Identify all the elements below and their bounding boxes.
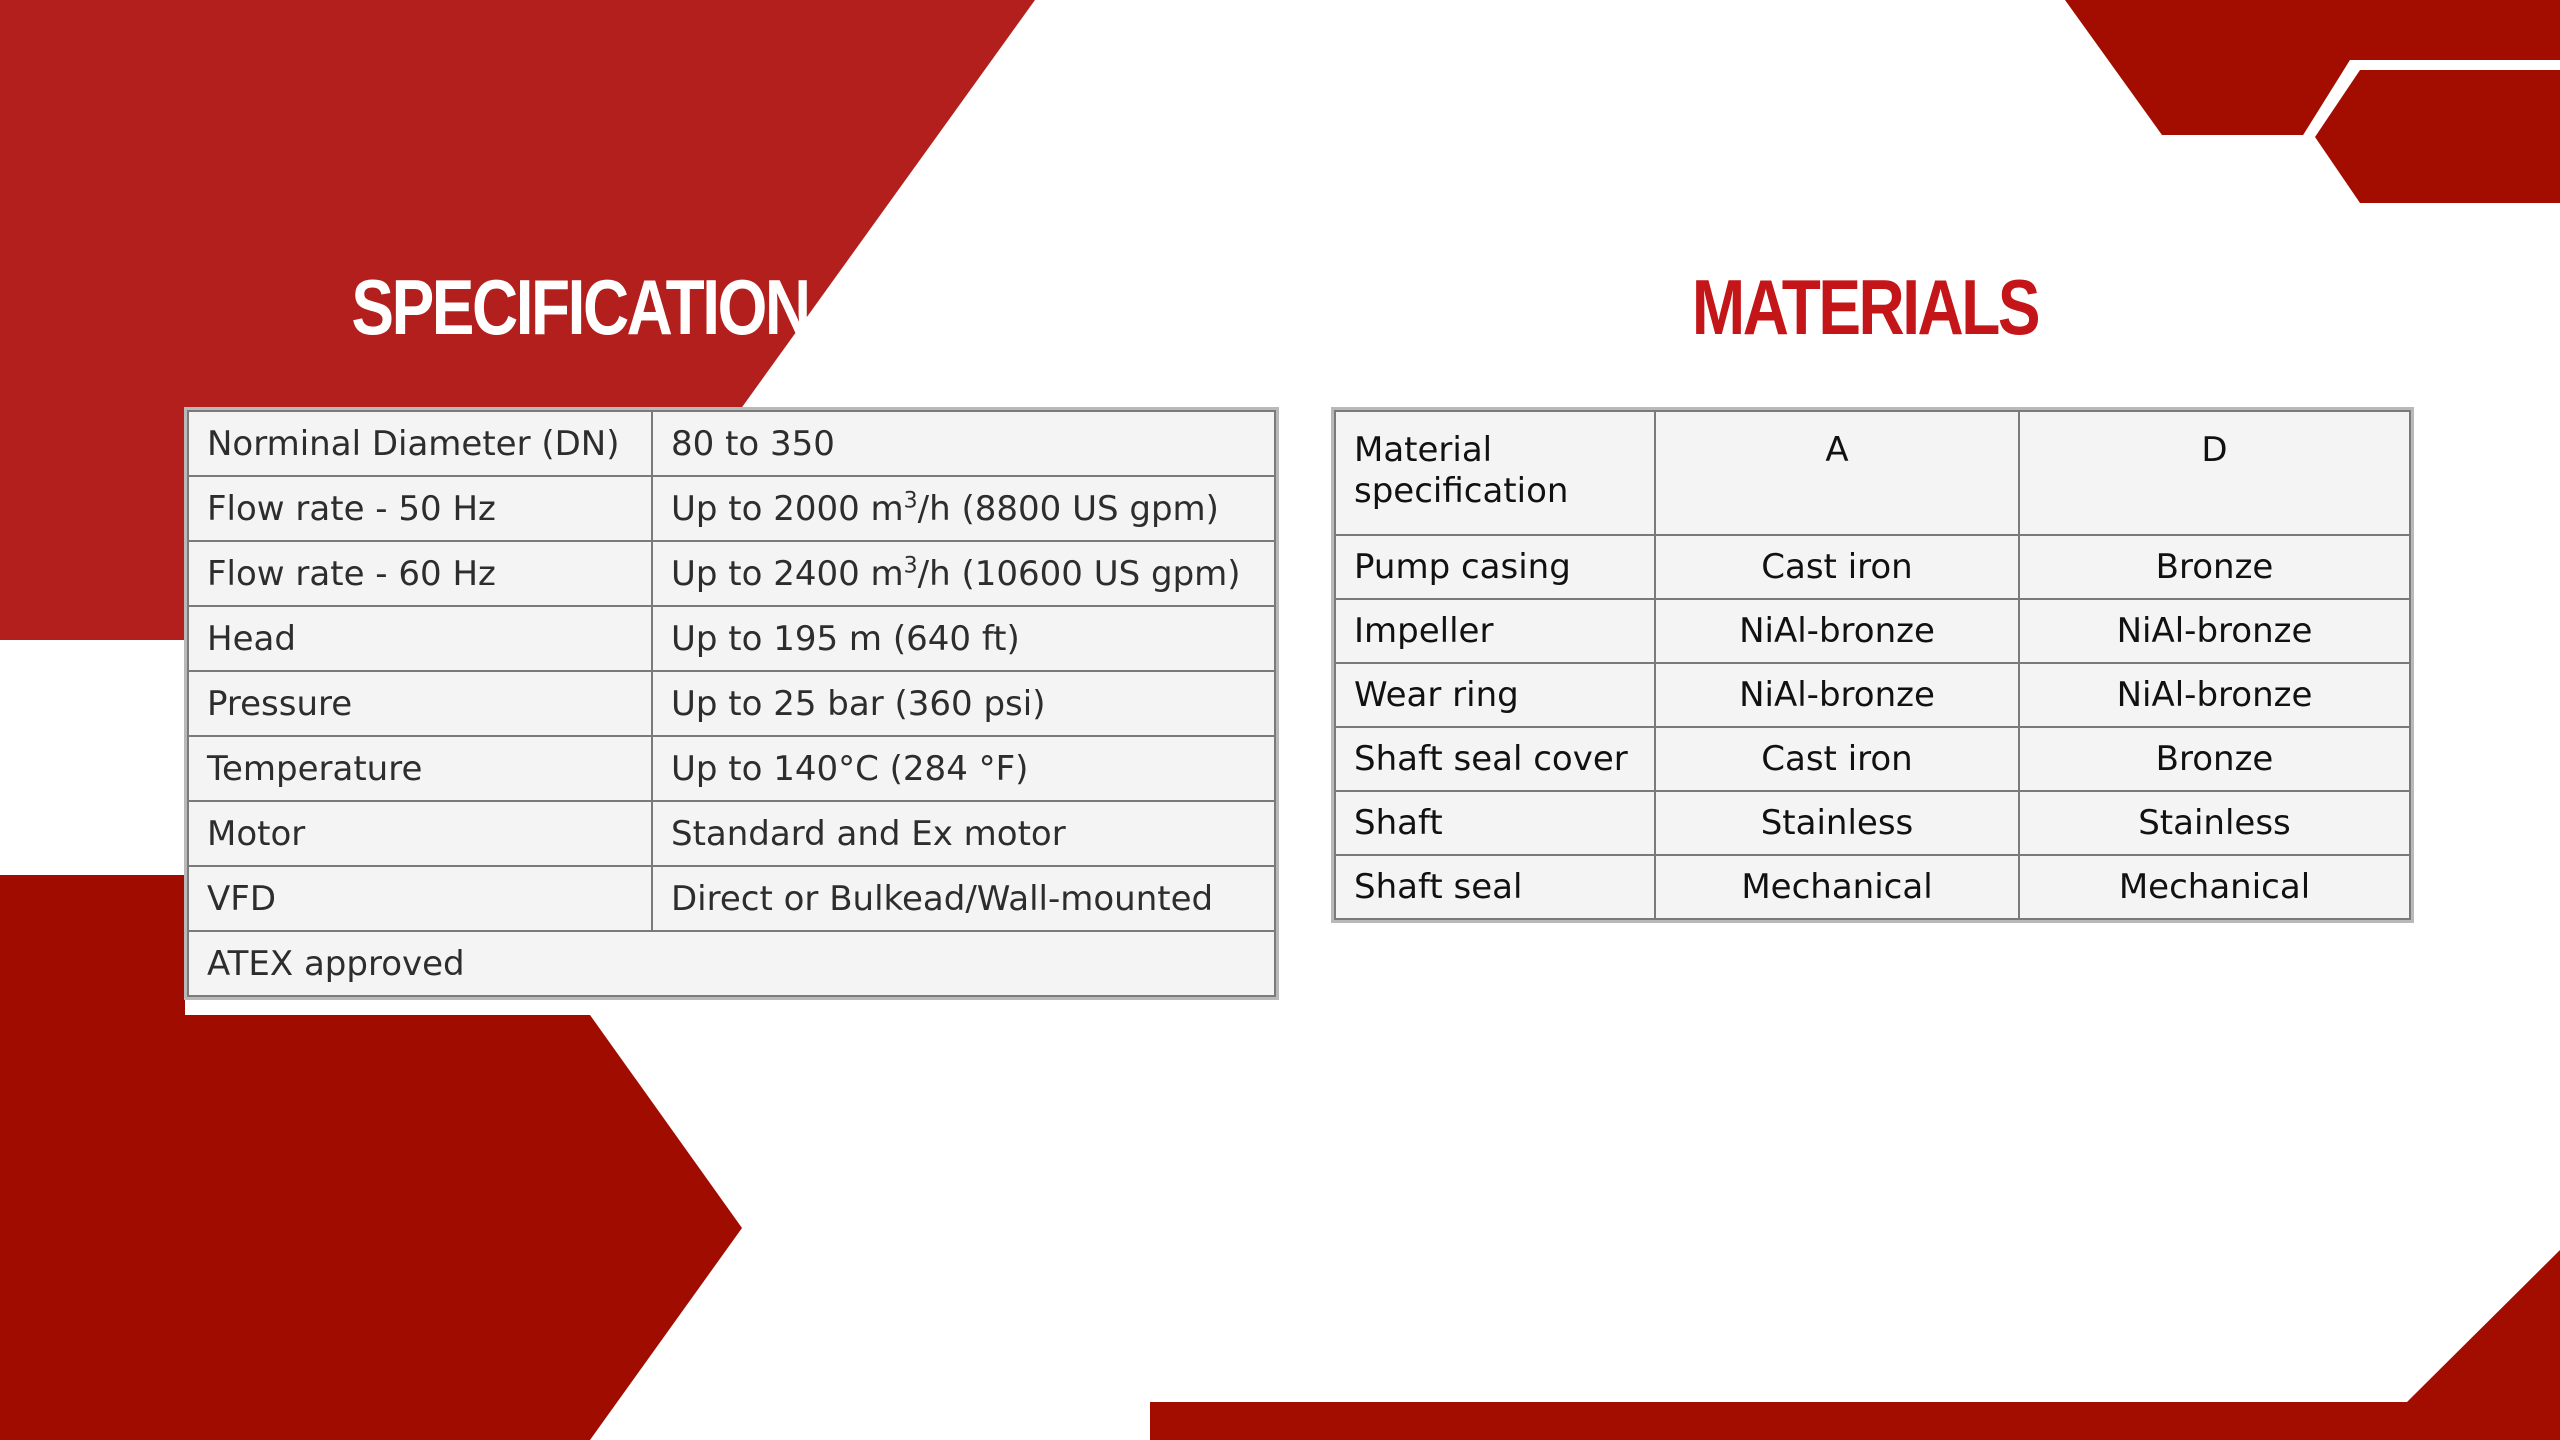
material-d: Bronze — [2019, 727, 2410, 791]
header-col-a: A — [1655, 411, 2019, 535]
material-part: Shaft — [1335, 791, 1655, 855]
material-a: NiAl-bronze — [1655, 599, 2019, 663]
superscript: 3 — [903, 553, 918, 579]
table-row — [1335, 535, 2410, 599]
table-row — [188, 671, 1275, 736]
material-d: Mechanical — [2019, 855, 2410, 919]
spec-label: Pressure — [188, 671, 652, 736]
materials-title: MATERIALS — [1691, 263, 2039, 351]
red-shape-right-hexagon — [2315, 70, 2560, 203]
table-row — [188, 541, 1275, 606]
spec-footer: ATEX approved — [188, 931, 1275, 996]
spec-value — [652, 476, 1275, 541]
specification-title: SPECIFICATION — [351, 263, 809, 351]
spec-value-text: /h (10600 US gpm) — [917, 553, 1241, 594]
table-row — [1335, 855, 2410, 919]
material-d: Stainless — [2019, 791, 2410, 855]
material-part: Shaft seal — [1335, 855, 1655, 919]
table-row — [1335, 599, 2410, 663]
spec-value: 80 to 350 — [652, 411, 1275, 476]
table-row — [188, 606, 1275, 671]
table-row — [188, 736, 1275, 801]
red-shape-bottom-right — [1150, 1250, 2560, 1440]
material-part: Pump casing — [1335, 535, 1655, 599]
material-d: NiAl-bronze — [2019, 663, 2410, 727]
spec-value: Standard and Ex motor — [652, 801, 1275, 866]
table-row — [188, 411, 1275, 476]
spec-value: Up to 25 bar (360 psi) — [652, 671, 1275, 736]
material-d: NiAl-bronze — [2019, 599, 2410, 663]
material-a: Cast iron — [1655, 535, 2019, 599]
spec-value-text: Up to 2400 m — [671, 553, 904, 594]
spec-value-text: /h (8800 US gpm) — [917, 488, 1219, 529]
spec-value — [652, 541, 1275, 606]
material-d: Bronze — [2019, 535, 2410, 599]
materials-table — [1334, 410, 2411, 920]
spec-label: Norminal Diameter (DN) — [188, 411, 652, 476]
spec-label: Flow rate - 60 Hz — [188, 541, 652, 606]
material-part: Shaft seal cover — [1335, 727, 1655, 791]
table-row — [1335, 791, 2410, 855]
table-row — [1335, 663, 2410, 727]
material-a: Stainless — [1655, 791, 2019, 855]
material-part: Impeller — [1335, 599, 1655, 663]
spec-label: Head — [188, 606, 652, 671]
spec-value: Up to 195 m (640 ft) — [652, 606, 1275, 671]
table-row — [188, 476, 1275, 541]
material-a: NiAl-bronze — [1655, 663, 2019, 727]
header-col-d: D — [2019, 411, 2410, 535]
material-a: Mechanical — [1655, 855, 2019, 919]
specification-table — [187, 410, 1276, 997]
table-row — [1335, 727, 2410, 791]
table-header-row — [1335, 411, 2410, 535]
spec-value: Direct or Bulkead/Wall-mounted — [652, 866, 1275, 931]
spec-label: Temperature — [188, 736, 652, 801]
spec-label: Motor — [188, 801, 652, 866]
spec-label: VFD — [188, 866, 652, 931]
header-material-spec: Material specification — [1335, 411, 1655, 535]
spec-label: Flow rate - 50 Hz — [188, 476, 652, 541]
table-row — [188, 866, 1275, 931]
spec-value-text: Up to 2000 m — [671, 488, 904, 529]
table-row — [188, 931, 1275, 996]
table-row — [188, 801, 1275, 866]
material-part: Wear ring — [1335, 663, 1655, 727]
superscript: 3 — [903, 488, 918, 514]
spec-value: Up to 140°C (284 °F) — [652, 736, 1275, 801]
material-a: Cast iron — [1655, 727, 2019, 791]
